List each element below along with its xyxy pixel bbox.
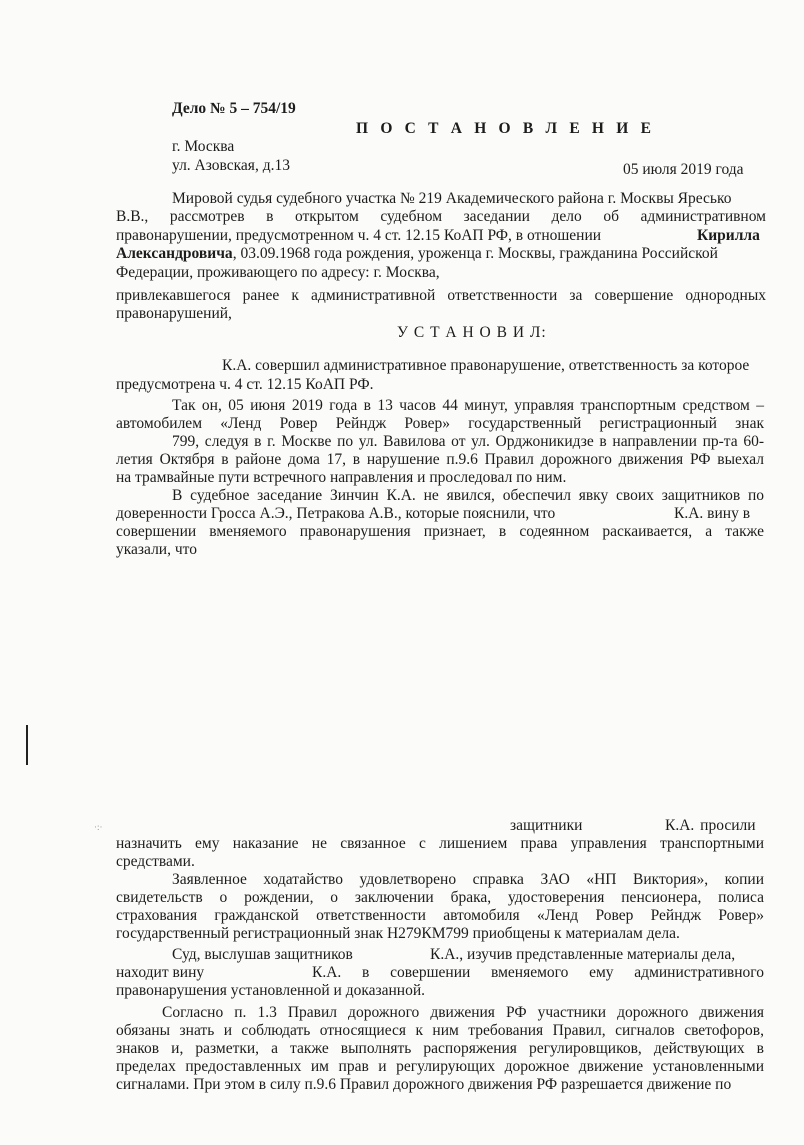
body-p3-line-2-end: К.А. вину в bbox=[674, 505, 751, 522]
intro-line-1: Мировой судья судебного участка № 219 Академического района г. Москвы Яресько bbox=[172, 190, 732, 207]
scan-mark bbox=[26, 725, 28, 765]
intro-line-3: правонарушении, предусмотренном ч. 4 ст. 12.15 КоАП РФ, в отношении bbox=[116, 227, 602, 244]
body-p2-line-3: 799, следуя в г. Москве по ул. Вавилова от ул. Орджоникидзе в направлении пр-та 60- bbox=[172, 433, 764, 450]
case-number: Дело № 5 – 754/19 bbox=[172, 100, 296, 117]
body-p3-line-3: совершении вменяемого правонарушения признает, в содеянном раскаивается, а также bbox=[116, 523, 764, 540]
body-q4-line-2: обязаны знать и соблюдать относящиеся к ним требования Правил, сигналов светофоров, bbox=[116, 1022, 764, 1039]
body-p2-line-1: Так он, 05 июня 2019 года в 13 часов 44 минут, управляя транспортным средством – bbox=[172, 397, 764, 414]
scan-speck: ·:· bbox=[94, 822, 103, 832]
body-q2-line-1: Заявленное ходатайство удовлетворено справка ЗАО «НП Виктория», копии bbox=[172, 871, 764, 888]
body-p3-line-2: доверенности Гросса А.Э., Петракова А.В., которые пояснили, что bbox=[116, 505, 556, 522]
body-q3-end: К.А., изучив представленные материалы дела, bbox=[430, 946, 736, 963]
body-q3-line-2-end: К.А. в совершении вменяемого ему административного bbox=[312, 964, 764, 981]
document-title: П О С Т А Н О В Л Е Н И Е bbox=[356, 120, 656, 137]
body-q1-end: К.А. просили bbox=[665, 817, 756, 834]
intro-patronymic: Александровича bbox=[116, 245, 233, 262]
body-p2-line-5: на трамвайные пути встречного направления и проследовал по ним. bbox=[116, 469, 567, 486]
body-q3-line-3: правонарушения установленной и доказанной. bbox=[116, 982, 426, 999]
body-q2-line-4: государственный регистрационный знак Н279КМ799 приобщены к материалам дела. bbox=[116, 925, 680, 942]
established-heading: У С Т А Н О В И Л: bbox=[397, 324, 547, 341]
intro-line-4 bbox=[116, 245, 718, 263]
intro-first-name: Кирилла bbox=[697, 227, 760, 244]
body-q1-lead: защитники bbox=[510, 817, 583, 834]
body-q4-line-3: знаков и, разметки, а также выполнять распоряжения регулировщиков, действующих в bbox=[116, 1040, 764, 1057]
court-address: ул. Азовская, д.13 bbox=[172, 157, 290, 174]
body-q2-line-3: страхования гражданской ответственности автомобиля «Ленд Ровер Рейндж Ровер» bbox=[116, 907, 764, 924]
court-city: г. Москва bbox=[172, 138, 235, 155]
body-p2-line-2: автомобилем «Ленд Ровер Рейндж Ровер» государственный регистрационный знак bbox=[116, 415, 764, 432]
intro-line-7: правонарушений, bbox=[116, 305, 232, 322]
intro-line-2: В.В., рассмотрев в открытом судебном заседании дело об административном bbox=[116, 208, 766, 225]
body-q4-line-5: сигналами. При этом в силу п.9.6 Правил дорожного движения РФ разрешается движение по bbox=[116, 1076, 732, 1093]
body-q3-lead: Суд, выслушав защитников bbox=[172, 946, 353, 963]
decision-date: 05 июля 2019 года bbox=[623, 161, 744, 178]
intro-line-5: Федерации, проживающего по адресу: г. Москва, bbox=[116, 264, 440, 281]
body-p3-line-4: указали, что bbox=[116, 541, 197, 558]
body-q3-line-2-lead: находит вину bbox=[116, 964, 205, 981]
body-q1-line-2: назначить ему наказание не связанное с лишением права управления транспортными bbox=[116, 835, 764, 852]
intro-line-4-rest: , 03.09.1968 года рождения, уроженца г. Москвы, гражданина Российской bbox=[232, 245, 718, 262]
body-p1-line-2: предусмотрена ч. 4 ст. 12.15 КоАП РФ. bbox=[116, 376, 374, 393]
body-p3-line-1: В судебное заседание Зинчин К.А. не явился, обеспечил явку своих защитников по bbox=[172, 487, 764, 504]
body-p2-line-4: летия Октября в районе дома 17, в нарушение п.9.6 Правил дорожного движения РФ выехал bbox=[116, 451, 764, 468]
body-q4-line-1: Согласно п. 1.3 Правил дорожного движения РФ участники дорожного движения bbox=[162, 1004, 764, 1021]
body-q1-line-3: средствами. bbox=[116, 853, 195, 870]
intro-line-6: привлекавшегося ранее к административной ответственности за совершение однородных bbox=[116, 287, 766, 304]
body-p1-line-1: К.А. совершил административное правонарушение, ответственность за которое bbox=[222, 357, 750, 374]
body-q4-line-4: пределах предоставленных им прав и регулирующих дорожное движение установленными bbox=[116, 1058, 764, 1075]
body-q2-line-2: свидетельств о рождении, о заключении брака, удостоверения пенсионера, полиса bbox=[116, 889, 764, 906]
